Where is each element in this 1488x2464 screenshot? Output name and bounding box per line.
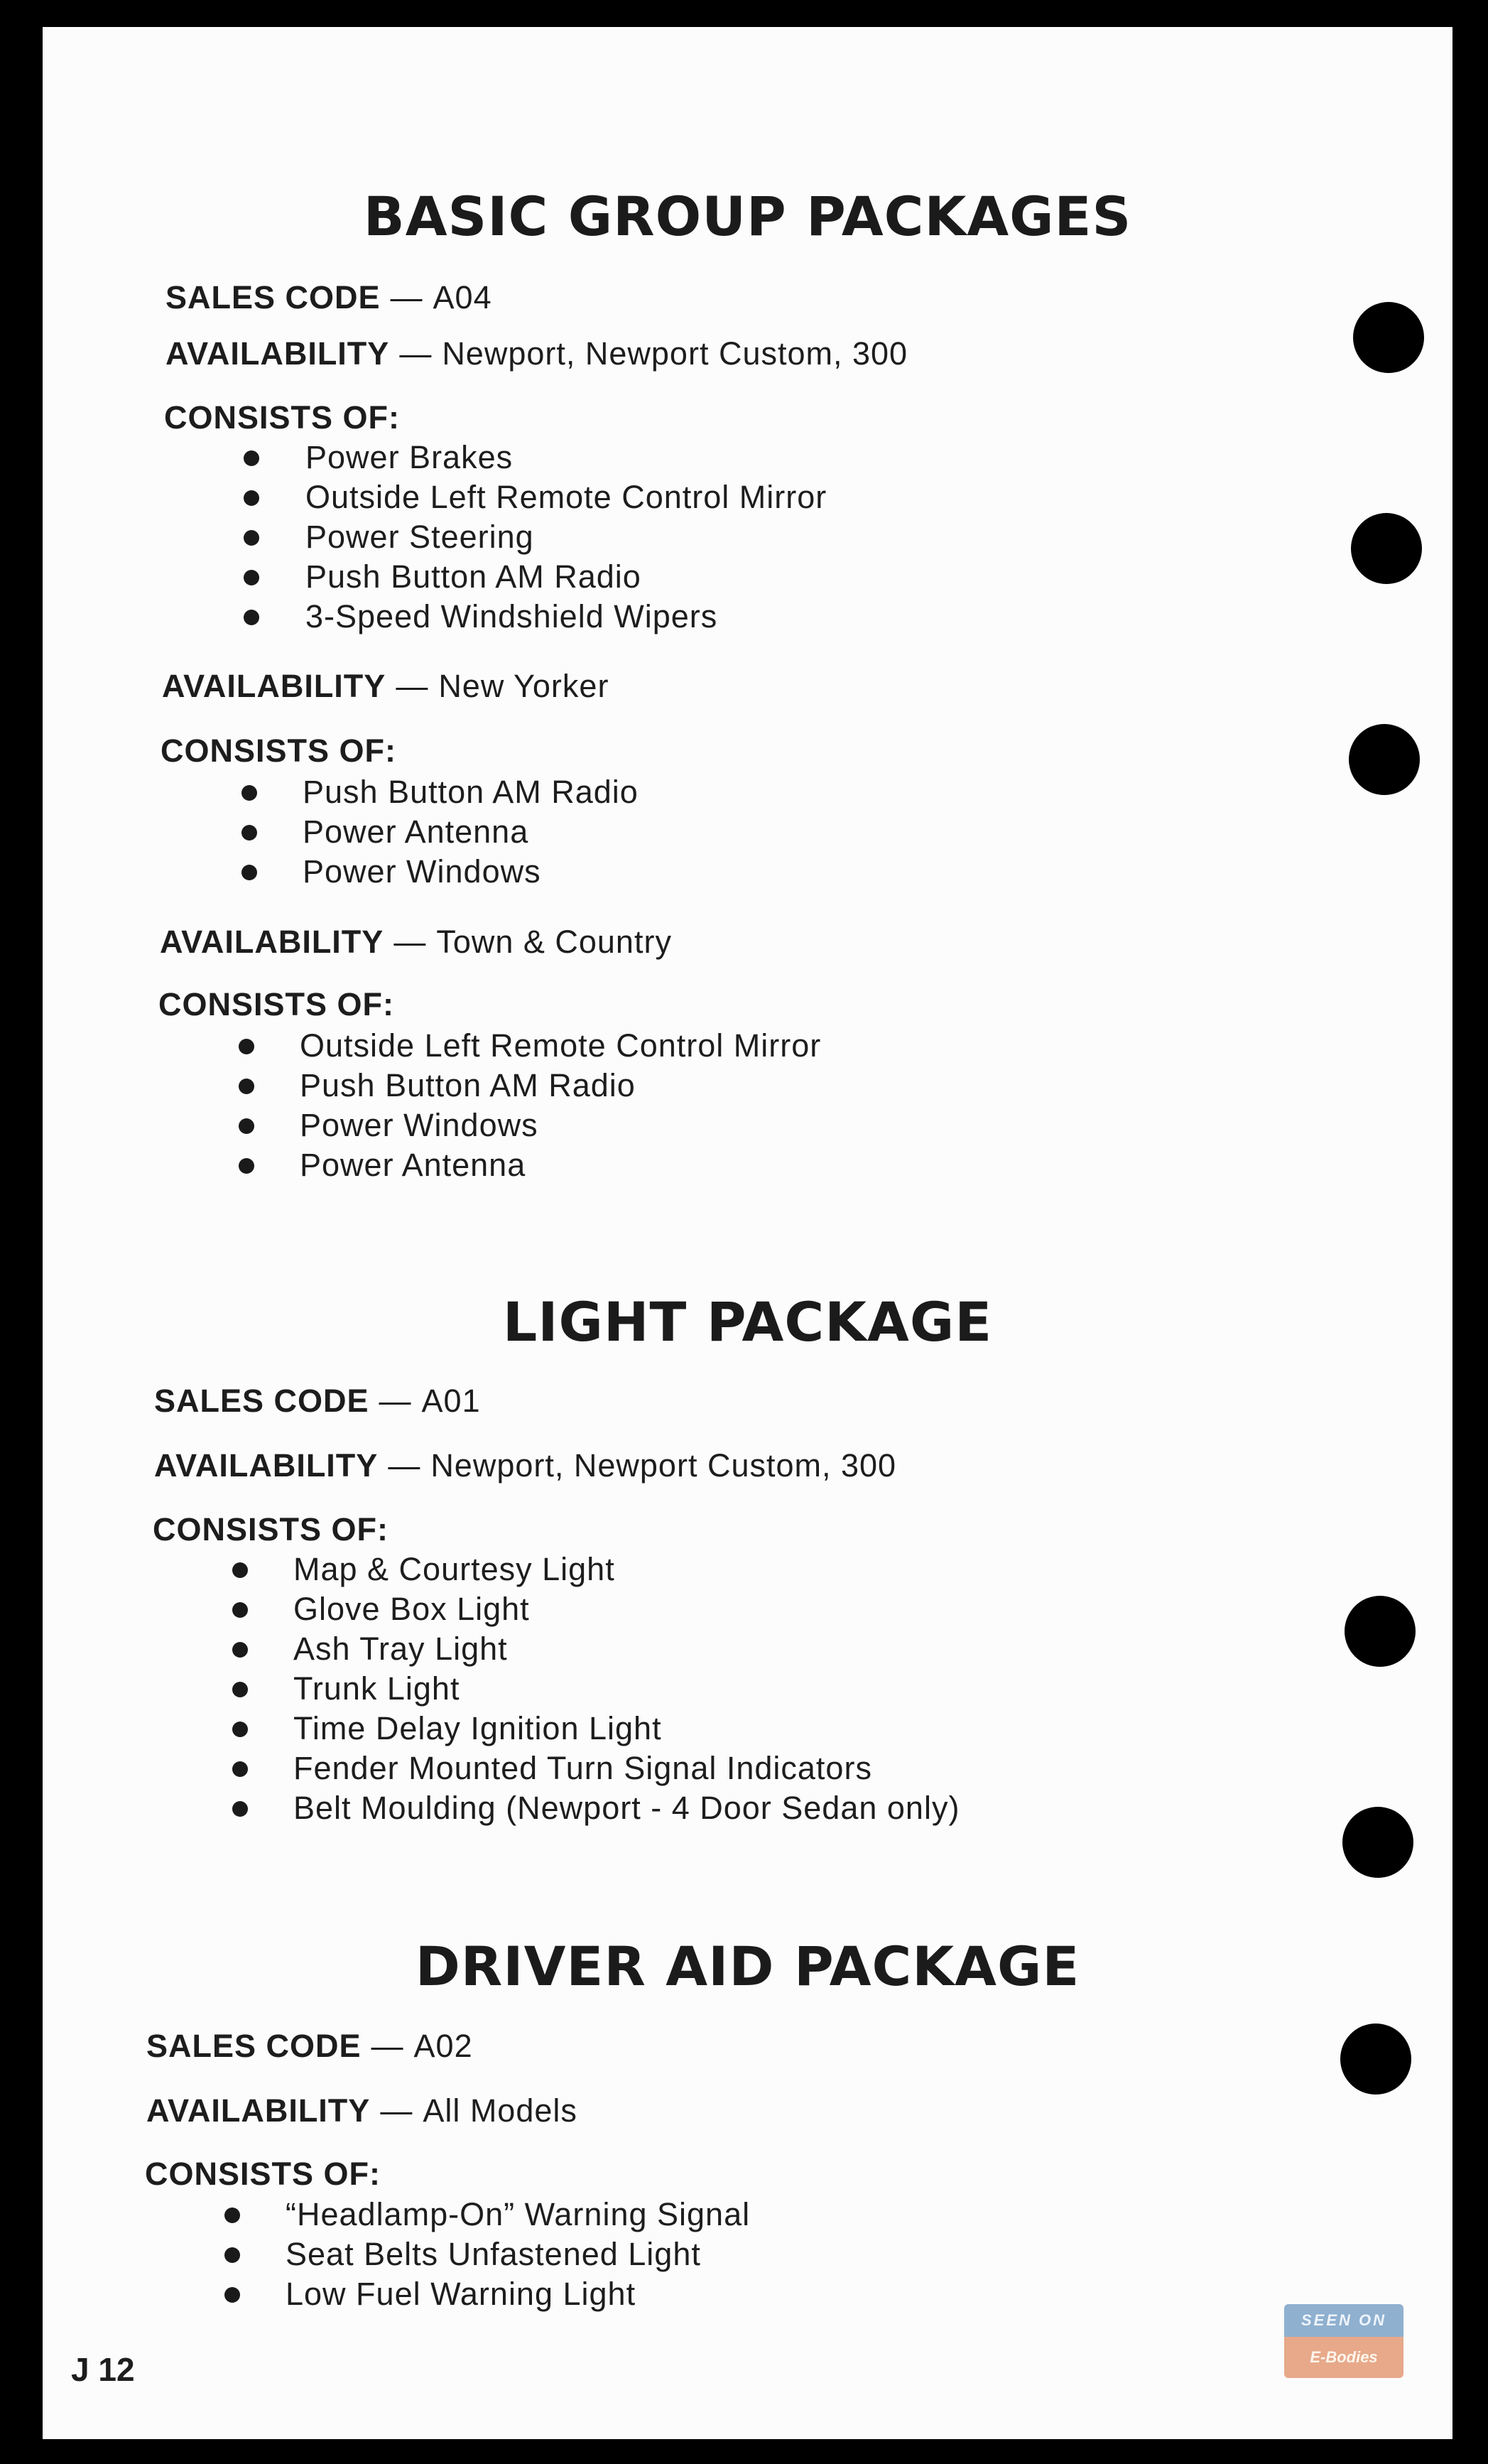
section-title-driver-aid: DRIVER AID PACKAGE bbox=[415, 1935, 1080, 1998]
sales-code-line: SALES CODE — A04 bbox=[165, 279, 492, 315]
bullet-icon bbox=[224, 2208, 240, 2223]
consists-of-label: CONSISTS OF: bbox=[164, 399, 401, 436]
list-item: Push Button AM Radio bbox=[303, 774, 639, 810]
list-item: Power Antenna bbox=[300, 1147, 526, 1183]
bullet-icon bbox=[232, 1642, 248, 1658]
punch-hole bbox=[1340, 2023, 1411, 2095]
sales-code-value: A02 bbox=[413, 2028, 473, 2064]
watermark-line-1: SEEN ON bbox=[1284, 2304, 1403, 2337]
bullet-icon bbox=[244, 450, 259, 466]
bullet-icon bbox=[232, 1722, 248, 1737]
list-item: Map & Courtesy Light bbox=[293, 1551, 615, 1587]
document-page bbox=[43, 27, 1452, 2439]
bullet-icon bbox=[244, 490, 259, 506]
bullet-icon bbox=[232, 1761, 248, 1777]
availability-value: Newport, Newport Custom, 300 bbox=[430, 1447, 897, 1484]
sales-code-line: SALES CODE — A01 bbox=[154, 1383, 481, 1419]
punch-hole bbox=[1353, 302, 1424, 373]
list-item: Fender Mounted Turn Signal Indicators bbox=[293, 1750, 872, 1786]
sales-code-label: SALES CODE bbox=[154, 1383, 369, 1419]
availability-line: AVAILABILITY — Newport, Newport Custom, 300 bbox=[154, 1447, 897, 1484]
list-item: Push Button AM Radio bbox=[300, 1067, 636, 1103]
sales-code-value: A04 bbox=[433, 279, 492, 315]
punch-hole bbox=[1351, 513, 1422, 584]
bullet-icon bbox=[232, 1801, 248, 1817]
availability-value: New Yorker bbox=[438, 668, 609, 704]
bullet-icon bbox=[224, 2287, 240, 2303]
bullet-icon bbox=[232, 1602, 248, 1618]
availability-label: AVAILABILITY bbox=[146, 2092, 371, 2129]
watermark-logo bbox=[1284, 2304, 1403, 2378]
punch-hole bbox=[1349, 724, 1420, 795]
page-number: J 12 bbox=[71, 2351, 135, 2388]
bullet-icon bbox=[241, 825, 257, 841]
bullet-icon bbox=[241, 785, 257, 801]
list-item: Glove Box Light bbox=[293, 1591, 530, 1627]
bullet-icon bbox=[224, 2247, 240, 2263]
list-item: Power Antenna bbox=[303, 814, 529, 850]
list-item: “Headlamp-On” Warning Signal bbox=[286, 2196, 751, 2232]
availability-label: AVAILABILITY bbox=[165, 335, 390, 372]
bullet-icon bbox=[239, 1158, 254, 1174]
list-item: Time Delay Ignition Light bbox=[293, 1710, 662, 1746]
availability-line: AVAILABILITY — Newport, Newport Custom, 300 bbox=[165, 335, 908, 372]
consists-of-label: CONSISTS OF: bbox=[153, 1511, 389, 1547]
list-item: Power Steering bbox=[305, 519, 534, 555]
bullet-icon bbox=[239, 1039, 254, 1054]
availability-label: AVAILABILITY bbox=[160, 924, 384, 960]
sales-code-value: A01 bbox=[421, 1383, 481, 1419]
list-item: Low Fuel Warning Light bbox=[286, 2276, 636, 2312]
list-item: 3-Speed Windshield Wipers bbox=[305, 598, 718, 634]
sales-code-line: SALES CODE — A02 bbox=[146, 2028, 473, 2064]
availability-line: AVAILABILITY — Town & Country bbox=[160, 924, 672, 960]
list-item: Trunk Light bbox=[293, 1670, 460, 1707]
bullet-icon bbox=[232, 1562, 248, 1578]
bullet-icon bbox=[239, 1079, 254, 1094]
bullet-icon bbox=[244, 530, 259, 546]
availability-line: AVAILABILITY — New Yorker bbox=[162, 668, 609, 704]
list-item: Power Windows bbox=[303, 853, 541, 890]
availability-value: Town & Country bbox=[436, 924, 672, 960]
list-item: Push Button AM Radio bbox=[305, 558, 641, 595]
bullet-icon bbox=[241, 865, 257, 880]
availability-label: AVAILABILITY bbox=[162, 668, 386, 704]
bullet-icon bbox=[232, 1682, 248, 1697]
consists-of-label: CONSISTS OF: bbox=[161, 733, 397, 769]
list-item: Outside Left Remote Control Mirror bbox=[300, 1027, 822, 1064]
consists-of-label: CONSISTS OF: bbox=[145, 2156, 381, 2192]
availability-label: AVAILABILITY bbox=[154, 1447, 379, 1484]
bullet-icon bbox=[239, 1118, 254, 1134]
list-item: Ash Tray Light bbox=[293, 1631, 508, 1667]
list-item: Power Windows bbox=[300, 1107, 538, 1143]
sales-code-label: SALES CODE bbox=[146, 2028, 362, 2064]
sales-code-label: SALES CODE bbox=[165, 279, 381, 315]
watermark-line-2: E-Bodies bbox=[1284, 2337, 1403, 2378]
availability-line: AVAILABILITY — All Models bbox=[146, 2092, 577, 2129]
list-item: Power Brakes bbox=[305, 439, 514, 475]
list-item: Outside Left Remote Control Mirror bbox=[305, 479, 827, 515]
section-title-light-package: LIGHT PACKAGE bbox=[502, 1290, 993, 1353]
section-title-basic-group: BASIC GROUP PACKAGES bbox=[363, 185, 1132, 248]
list-item: Seat Belts Unfastened Light bbox=[286, 2236, 701, 2272]
bullet-icon bbox=[244, 570, 259, 585]
consists-of-label: CONSISTS OF: bbox=[158, 986, 395, 1022]
bullet-icon bbox=[244, 610, 259, 625]
punch-hole bbox=[1342, 1807, 1413, 1878]
list-item: Belt Moulding (Newport - 4 Door Sedan only) bbox=[293, 1790, 960, 1826]
availability-value: Newport, Newport Custom, 300 bbox=[442, 335, 908, 372]
availability-value: All Models bbox=[423, 2092, 577, 2129]
punch-hole bbox=[1345, 1596, 1416, 1667]
